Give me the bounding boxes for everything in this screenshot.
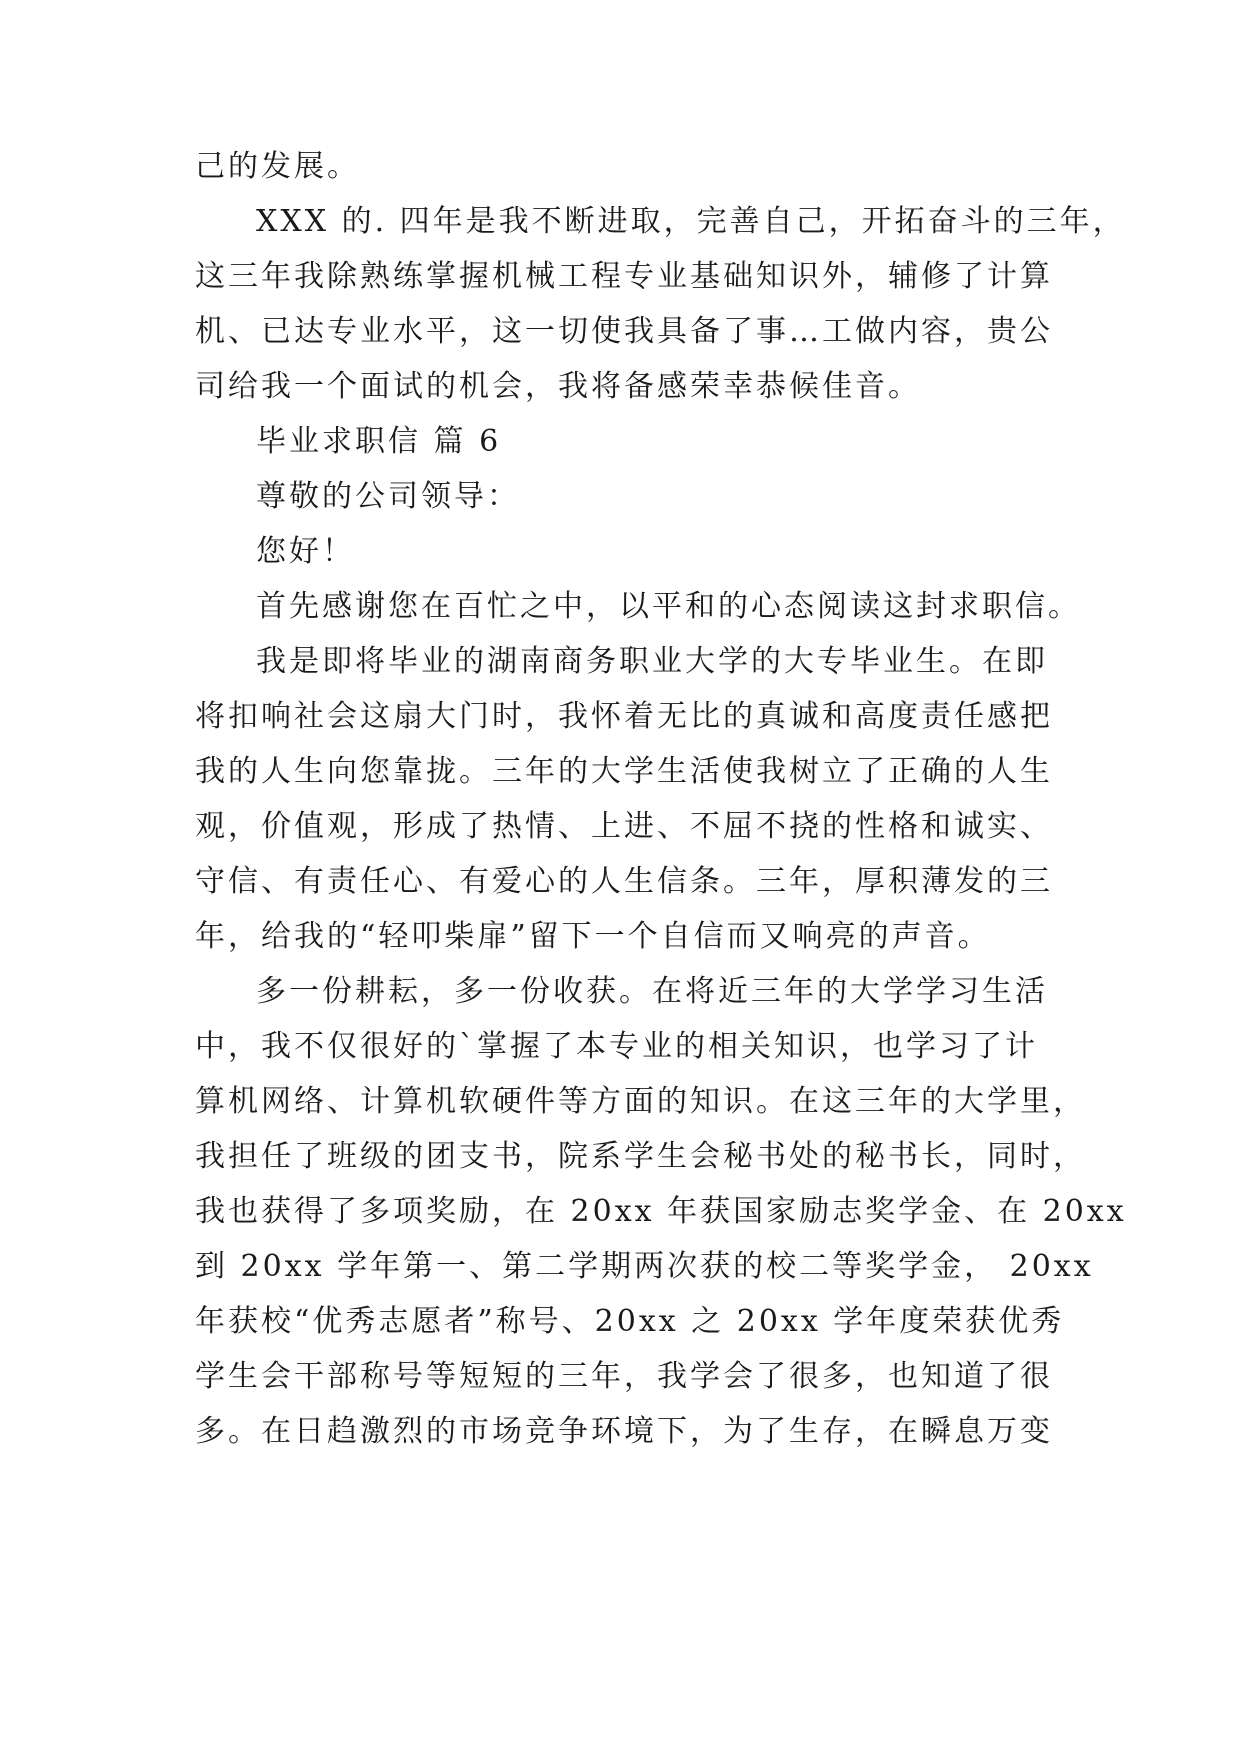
text-line: 多一份耕耘，多一份收获。在将近三年的大学学习生活 — [256, 974, 1048, 1009]
text-line: 中，我不仅很好的`掌握了本专业的相关知识，也学习了计 — [195, 1029, 1038, 1064]
text-line: 我担任了班级的团支书，院系学生会秘书处的秘书长，同时， — [195, 1139, 1086, 1174]
text-line: 我的人生向您靠拢。三年的大学生活使我树立了正确的人生 — [195, 754, 1053, 789]
section-heading: 毕业求职信 篇 6 — [256, 424, 502, 459]
text-line: 年获校“优秀志愿者”称号、20xx 之 20xx 学年度荣获优秀 — [195, 1304, 1065, 1339]
text-line: 己的发展。 — [195, 149, 360, 184]
text-line: 将扣响社会这扇大门时，我怀着无比的真诚和高度责任感把 — [195, 699, 1053, 734]
text-line: 观，价值观，形成了热情、上进、不屈不挠的性格和诚实、 — [195, 809, 1053, 844]
text-line: 多。在日趋激烈的市场竞争环境下，为了生存，在瞬息万变 — [195, 1414, 1053, 1449]
greeting: 您好！ — [256, 534, 355, 569]
text-line: 年，给我的“轻叩柴扉”留下一个自信而又响亮的声音。 — [195, 919, 991, 954]
text-line: 我也获得了多项奖励，在 20xx 年获国家励志奖学金、在 20xx — [195, 1194, 1127, 1229]
text-line: 机、已达专业水平，这一切使我具备了事…工做内容，贵公 — [195, 314, 1053, 349]
text-line: 算机网络、计算机软硬件等方面的知识。在这三年的大学里， — [195, 1084, 1086, 1119]
text-line: 学生会干部称号等短短的三年，我学会了很多，也知道了很 — [195, 1359, 1053, 1394]
text-line: XXX 的. 四年是我不断进取，完善自己，开拓奋斗的三年， — [256, 204, 1126, 239]
text-line: 到 20xx 学年第一、第二学期两次获的校二等奖学金， 20xx — [195, 1249, 1094, 1284]
text-line: 我是即将毕业的湖南商务职业大学的大专毕业生。在即 — [256, 644, 1048, 679]
text-line: 司给我一个面试的机会，我将备感荣幸恭候佳音。 — [195, 369, 921, 404]
salutation: 尊敬的公司领导： — [256, 479, 520, 514]
text-line: 守信、有责任心、有爱心的人生信条。三年，厚积薄发的三 — [195, 864, 1053, 899]
text-line: 首先感谢您在百忙之中，以平和的心态阅读这封求职信。 — [256, 589, 1081, 624]
text-line: 这三年我除熟练掌握机械工程专业基础知识外，辅修了计算 — [195, 259, 1053, 294]
